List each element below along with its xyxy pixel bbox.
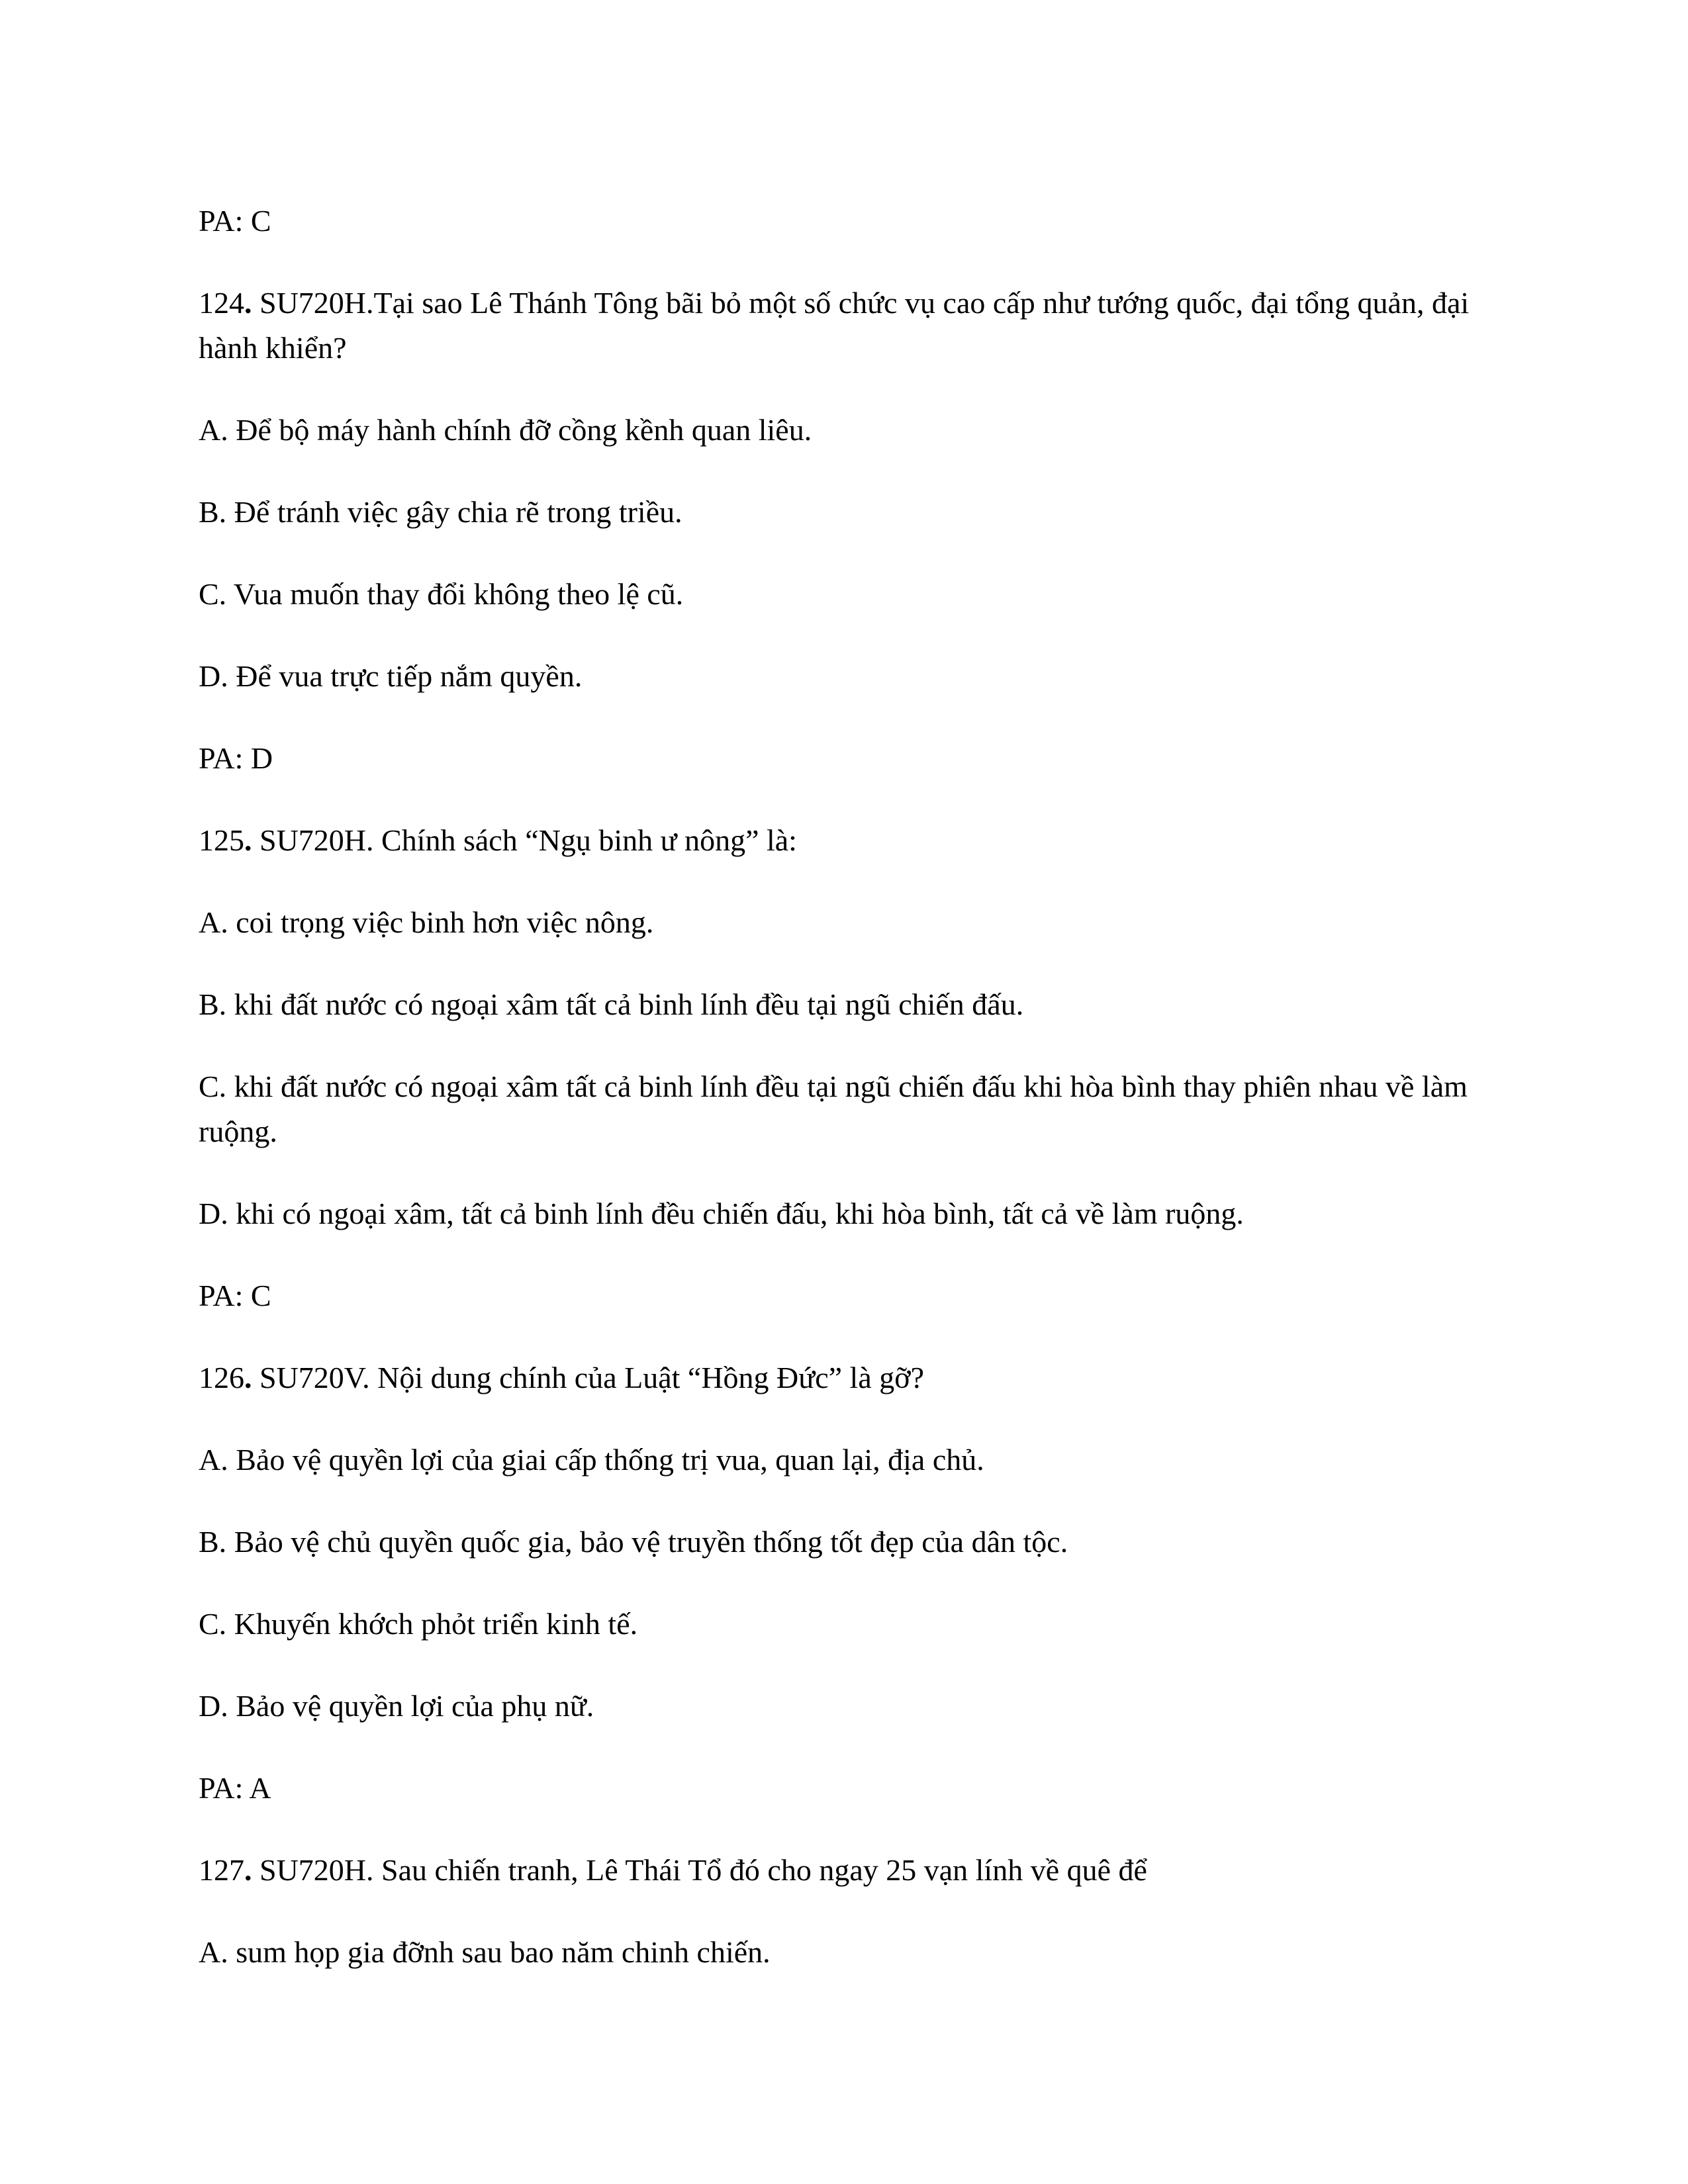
answer-line: PA: D [199,741,273,775]
question-number-dot: . [244,1853,252,1887]
document-page [199,199,1489,2012]
question-number: 125 [199,823,244,857]
question-number-dot: . [244,823,252,857]
question-124 [199,281,1489,371]
option-b: B. Bảo vệ chủ quyền quốc gia, bảo vệ truyền thống tốt đẹp của dân tộc. [199,1525,1068,1559]
question-126 [199,1355,1489,1400]
option-d: D. khi có ngoại xâm, tất cả binh lính đều chiến đấu, khi hòa bình, tất cả về làm ruộng. [199,1197,1244,1230]
option-d: D. Bảo vệ quyền lợi của phụ nữ. [199,1689,594,1723]
question-number: 124 [199,286,244,320]
option-a: A. Bảo vệ quyền lợi của giai cấp thống trị vua, quan lại, địa chủ. [199,1443,984,1477]
option-b: B. Để tránh việc gây chia rẽ trong triều. [199,495,682,529]
question-number-dot: . [244,286,252,320]
question-number-dot: . [244,1361,252,1394]
option-a: A. coi trọng việc binh hơn việc nông. [199,905,654,939]
option-a: A. sum họp gia đỡnh sau bao năm chinh chiến. [199,1935,771,1969]
answer-line: PA: A [199,1771,271,1805]
option-c: C. Vua muốn thay đổi không theo lệ cũ. [199,577,684,611]
option-d: D. Để vua trực tiếp nắm quyền. [199,659,583,693]
question-127 [199,1848,1489,1893]
question-text: SU720V. Nội dung chính của Luật “Hồng Đức” là gỡ? [252,1361,924,1394]
question-number: 127 [199,1853,244,1887]
option-a: A. Để bộ máy hành chính đỡ cồng kềnh quan liêu. [199,413,812,447]
option-c: C. khi đất nước có ngoại xâm tất cả binh lính đều tại ngũ chiến đấu khi hòa bình thay phiên nhau về làm ruộng. [199,1069,1468,1148]
question-text: SU720H. Chính sách “Ngụ binh ư nông” là: [252,823,797,857]
question-text: SU720H.Tại sao Lê Thánh Tông bãi bỏ một số chức vụ cao cấp như tướng quốc, đại tổng quản, đại hành khiển? [199,286,1470,365]
option-c: C. Khuyến khớch phỏt triển kinh tế. [199,1607,638,1641]
question-number: 126 [199,1361,244,1394]
question-125 [199,818,1489,863]
answer-line: PA: C [199,1279,271,1312]
question-text: SU720H. Sau chiến tranh, Lê Thái Tổ đó cho ngay 25 vạn lính về quê để [252,1853,1147,1887]
option-b: B. khi đất nước có ngoại xâm tất cả binh lính đều tại ngũ chiến đấu. [199,987,1024,1021]
answer-line: PA: C [199,204,271,238]
